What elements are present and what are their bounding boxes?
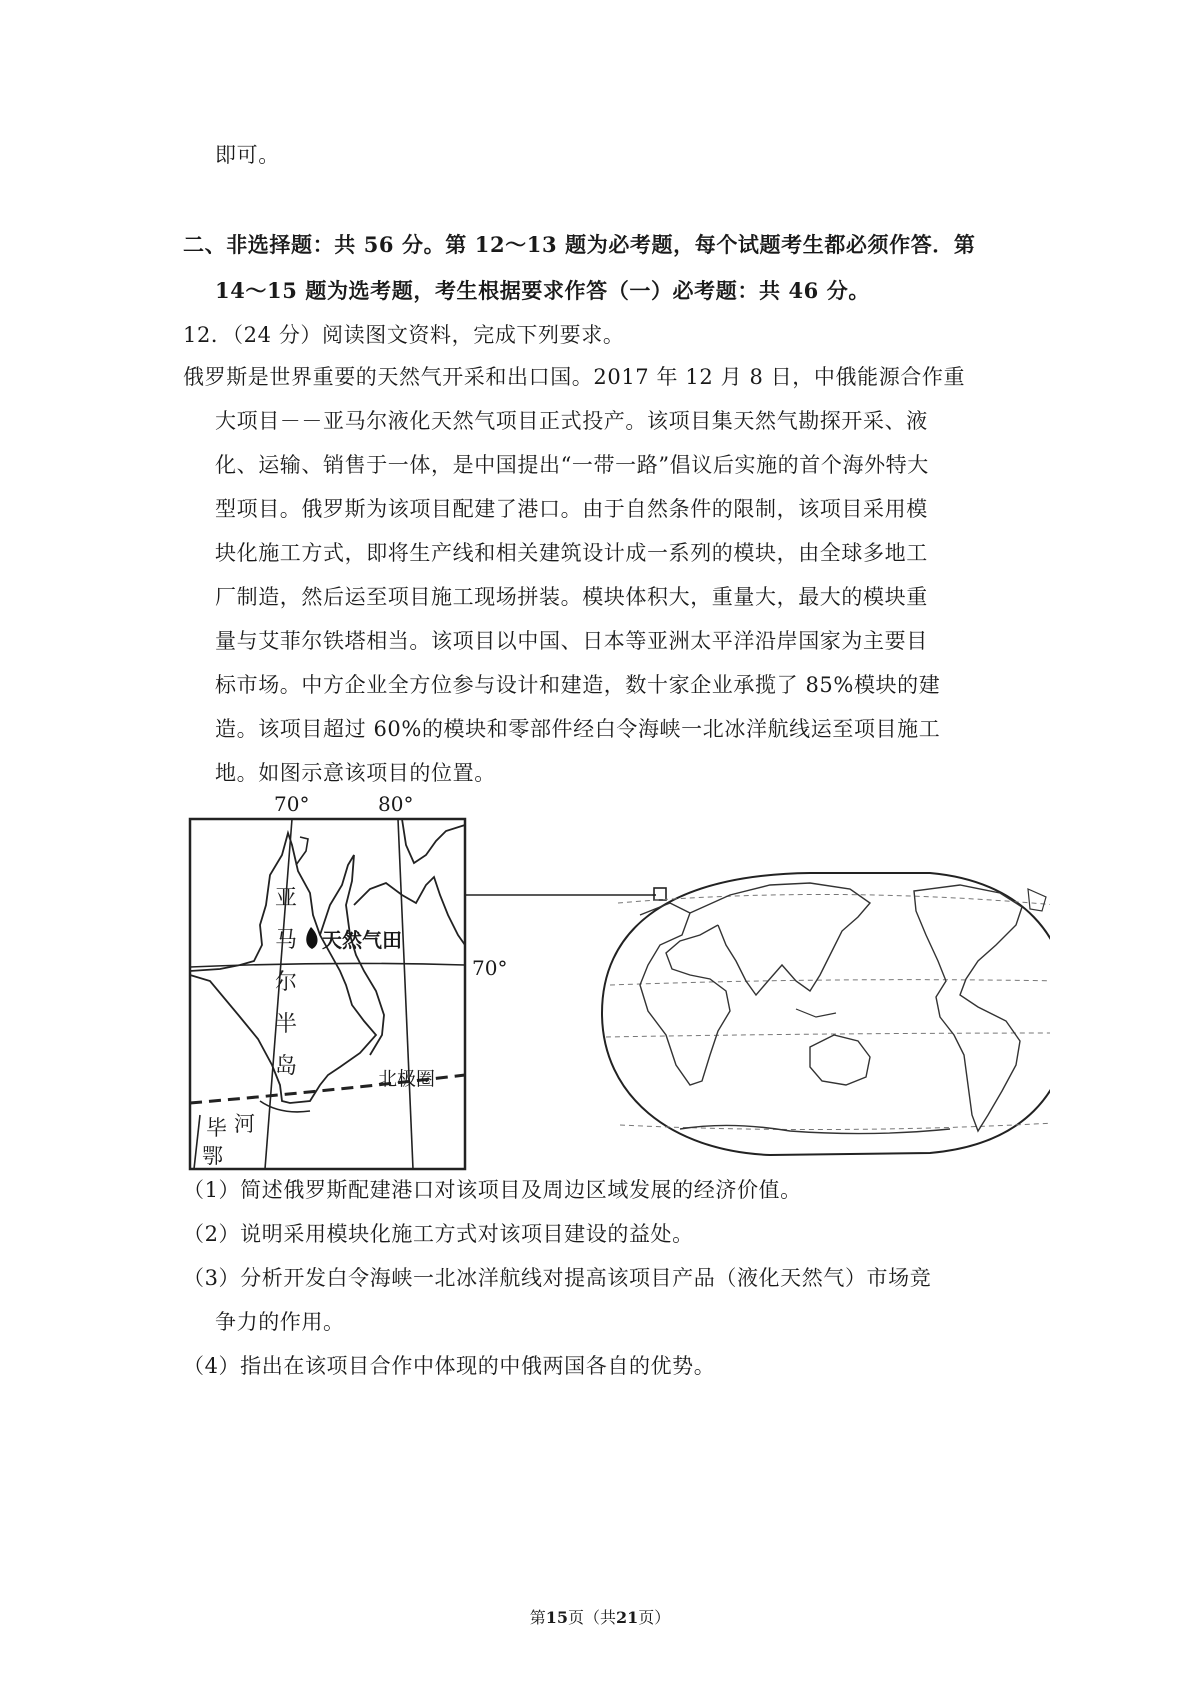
peninsula-char-3: 尔	[275, 970, 298, 995]
location-map-figure	[170, 785, 1050, 1175]
page-footer	[0, 1605, 1200, 1628]
meridian-80-line	[398, 819, 413, 1169]
regional-map	[190, 792, 507, 1169]
passage-line-6: 厂制造，然后运至项目施工现场拼装。模块体积大，重量大，最大的模块重	[215, 585, 928, 609]
sub-question-2: （2）说明采用模块化施工方式对该项目建设的益处。	[183, 1222, 694, 1246]
asia-outline	[690, 883, 870, 995]
passage-line-8: 标市场。中方企业全方位参与设计和建造，数十家企业承揽了 85%模块的建	[215, 673, 941, 697]
lat-70-label: 70°	[472, 956, 508, 980]
australia-outline	[810, 1035, 870, 1085]
footer-suffix: 页）	[638, 1608, 671, 1627]
section-heading-line2: 14～15 题为选考题，考生根据要求作答（一）必考题：共 46 分。	[215, 278, 871, 303]
sub-question-1: （1）简述俄罗斯配建港口对该项目及周边区域发展的经济价值。	[183, 1178, 802, 1202]
passage-line-4: 型项目。俄罗斯为该项目配建了港口。由于自然条件的限制，该项目采用模	[215, 497, 928, 521]
footer-page-number: 15	[545, 1608, 568, 1627]
passage-line-7: 量与艾菲尔铁塔相当。该项目以中国、日本等亚洲太平洋沿岸国家为主要目	[215, 629, 928, 653]
city-char-2: 河	[234, 1112, 255, 1136]
footer-prefix: 第	[529, 1608, 546, 1627]
arctic-circle-label: 北极圈	[378, 1068, 436, 1090]
peninsula-char-4: 半	[275, 1012, 298, 1037]
world-map	[602, 873, 1050, 1155]
city-char-3: 鄂	[202, 1144, 223, 1168]
question-12-title: 12．（24 分）阅读图文资料，完成下列要求。	[183, 323, 625, 347]
city-char-1: 毕	[206, 1116, 227, 1140]
americas-outline	[914, 885, 1022, 1131]
sub-question-3-line2: 争力的作用。	[215, 1310, 345, 1334]
world-map-outline	[602, 873, 1050, 1155]
lon-80-label: 80°	[378, 792, 414, 816]
section-heading-line1: 二、非选择题：共 56 分。第 12～13 题为必考题，每个试题考生都必须作答．第	[183, 232, 976, 257]
peninsula-char-5: 岛	[275, 1054, 298, 1079]
gas-field-label: 天然气田	[322, 928, 402, 952]
gas-field-marker	[306, 927, 317, 949]
passage-line-9: 造。该项目超过 60%的模块和零部件经白令海峡一北冰洋航线运至项目施工	[215, 717, 941, 741]
footer-mid: 页（共	[567, 1608, 616, 1627]
north-coastline	[402, 819, 465, 863]
passage-line-5: 块化施工方式，即将生产线和相关建筑设计成一系列的模块，由全球多地工	[215, 541, 928, 565]
africa-europe-outline	[640, 903, 730, 1085]
continuation-text: 即可。	[215, 143, 280, 167]
gulf-coastline	[320, 855, 384, 1055]
passage-line-3: 化、运输、销售于一体，是中国提出“一带一路”倡议后实施的首个海外特大	[215, 453, 929, 477]
peninsula-char-1: 亚	[275, 886, 298, 911]
peninsula-char-2: 马	[275, 928, 298, 953]
passage-line-10: 地。如图示意该项目的位置。	[215, 761, 496, 785]
project-location-box	[654, 888, 666, 900]
passage-line-1: 俄罗斯是世界重要的天然气开采和出口国。2017 年 12 月 8 日，中俄能源合作重	[183, 365, 966, 389]
sub-question-4: （4）指出在该项目合作中体现的中俄两国各自的优势。	[183, 1354, 716, 1378]
lon-70-label: 70°	[274, 792, 310, 816]
footer-total-pages: 21	[616, 1608, 639, 1627]
passage-line-2: 大项目－－亚马尔液化天然气项目正式投产。该项目集天然气勘探开采、液	[215, 409, 928, 433]
sub-question-3-line1: （3）分析开发白令海峡一北冰洋航线对提高该项目产品（液化天然气）市场竞	[183, 1266, 932, 1290]
